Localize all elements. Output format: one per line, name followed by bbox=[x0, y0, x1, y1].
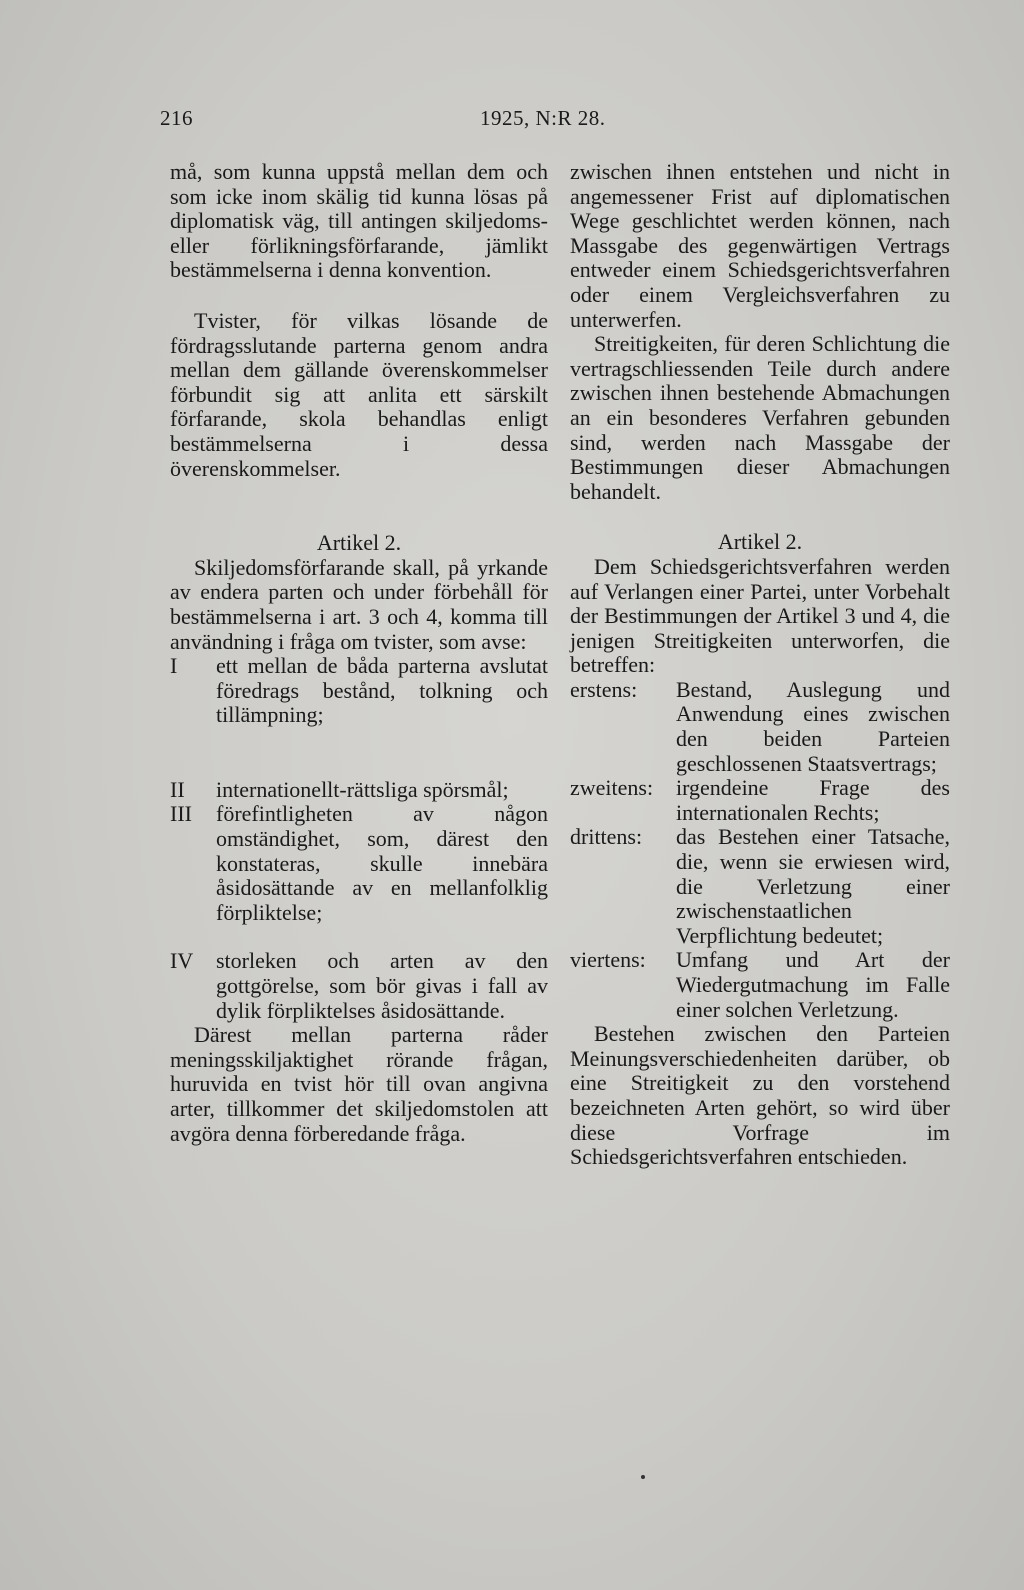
german-list-item bbox=[570, 776, 950, 825]
item-label: zweitens: bbox=[570, 775, 654, 801]
item-text: das Bestehen einer Tatsache, die, wenn sie erwiesen wird, die Verletzung einer zwischenstaatlichen Verpflichtung bedeutet; bbox=[676, 824, 950, 948]
german-article-intro: Dem Schiedsgerichtsverfahren werden auf Verlangen einer Partei, unter Vorbehalt der Bestimmungen der Artikel 3 und 4, die jenigen Streitigkeiten unterworfen, die betreffen: bbox=[570, 553, 950, 678]
swedish-paragraph-2: Tvister, för vilkas lösande de fördragsslutande parterna genom andra mellan dem gällande överenskommelser förbundit sig att anlita ett särskilt förfarande, skola behandlas enligt bestämmelserna i dessa överenskommelser. bbox=[170, 307, 548, 481]
swedish-list-item bbox=[170, 778, 548, 803]
item-number: I bbox=[170, 653, 178, 679]
swedish-article-heading: Artikel 2. bbox=[316, 530, 402, 556]
swedish-article-intro: Skiljedomsförfarande skall, på yrkande av endera parten och under förbehåll för bestämmelserna i art. 3 och 4, komma till användning i fråga om tvister, som avse: bbox=[170, 554, 548, 654]
german-article-heading: Artikel 2. bbox=[717, 529, 803, 555]
print-speck bbox=[641, 1475, 645, 1479]
item-number: II bbox=[170, 776, 185, 802]
item-text: Umfang und Art der Wiedergutmachung im Falle einer solchen Verletzung. bbox=[676, 947, 950, 1022]
german-list-item bbox=[570, 825, 950, 948]
german-paragraph-2: Streitigkeiten, für deren Schlichtung die vertragschliessenden Teile durch andere zwischen ihnen bestehende Abmachungen an ein besonderes Verfahren gebunden sind, werden nach Massgabe der Bestimmungen dieser Abmachungen behandelt. bbox=[570, 331, 950, 504]
item-label: erstens: bbox=[570, 676, 638, 702]
swedish-column bbox=[170, 160, 548, 1146]
item-text: irgendeine Frage des internationalen Rechts; bbox=[676, 775, 950, 825]
german-intro-paragraph: zwischen ihnen entstehen und nicht in angemessener Frist auf diplomatischen Wege geschlichtet werden können, nach Massgabe des gegenwärtigen Vertrags entweder einem Schiedsgerichtsverfahren oder einem Vergleichsverfahren zu unterwerfen. bbox=[570, 159, 950, 332]
document-reference: 1925, N:R 28. bbox=[480, 106, 606, 130]
german-closing-paragraph: Bestehen zwischen den Parteien Meinungsverschiedenheiten darüber, ob eine Streitigkeit zu den vorstehend bezeichneten Arten gehört, so wird über diese Vorfrage im Schiedsgerichtsverfahren entschieden. bbox=[570, 1021, 950, 1170]
item-text: förefintligheten av någon omständighet, som, därest den konstateras, skulle innebära åsidosättande av en mellanfolklig förpliktelse; bbox=[216, 801, 548, 925]
swedish-list-item bbox=[170, 654, 548, 728]
item-text: Bestand, Auslegung und Anwendung eines zwischen den beiden Parteien geschlossenen Staatsvertrags; bbox=[676, 676, 950, 776]
german-column bbox=[570, 160, 950, 1170]
swedish-list-item bbox=[170, 802, 548, 925]
item-label: drittens: bbox=[570, 824, 643, 850]
item-text: internationellt-rättsliga spörsmål; bbox=[216, 776, 509, 802]
item-number: III bbox=[170, 801, 192, 827]
swedish-intro-paragraph: må, som kunna uppstå mellan dem och som icke inom skälig tid kunna lösas på diplomatisk väg, till antingen skiljedoms- eller förlikningsförfarande, jämlikt bestämmelserna i denna konvention. bbox=[170, 159, 548, 283]
german-list-item bbox=[570, 948, 950, 1022]
item-text: storleken och arten av den gottgörelse, som bör givas i fall av dylik förpliktelses åsidosättande. bbox=[216, 948, 548, 1023]
page-number: 216 bbox=[160, 106, 193, 130]
item-number: IV bbox=[170, 948, 194, 974]
item-text: ett mellan de båda parterna avslutat föredrags bestånd, tolkning och tillämpning; bbox=[216, 653, 548, 728]
item-label: viertens: bbox=[570, 947, 646, 973]
running-header bbox=[160, 106, 850, 136]
swedish-closing-paragraph: Därest mellan parterna råder meningsskiljaktighet rörande frågan, huruvida en tvist hör till ovan angivna arter, tillkommer det skiljedomstolen att avgöra denna förberedande fråga. bbox=[170, 1022, 548, 1146]
german-list-item bbox=[570, 678, 950, 776]
swedish-list-item bbox=[170, 949, 548, 1023]
